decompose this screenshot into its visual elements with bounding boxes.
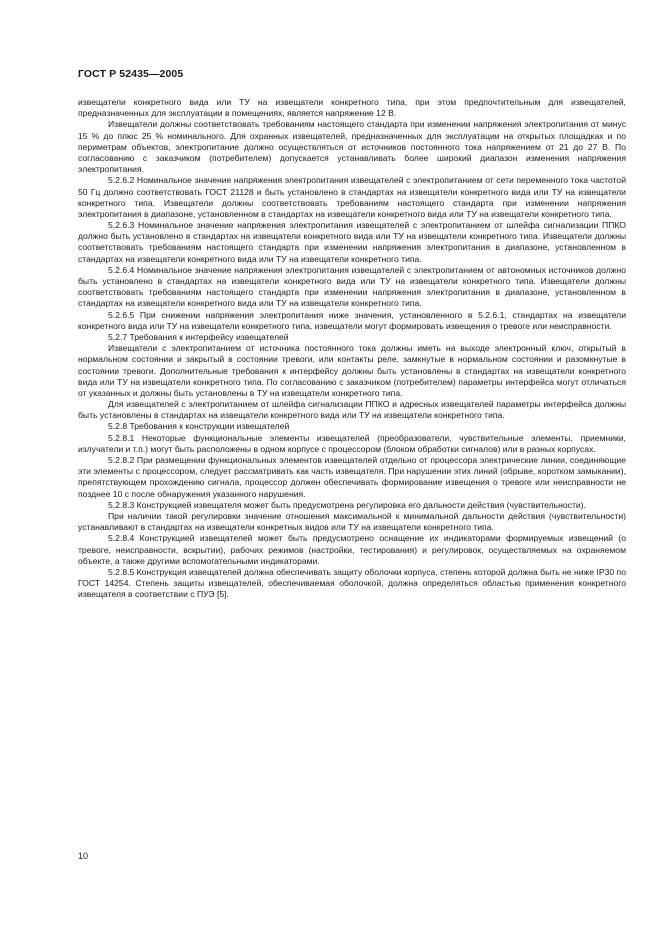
- page-number: 10: [78, 851, 89, 861]
- clause-5-2-8-3: 5.2.8.3 Конструкцией извещателя может быть предусмотрена регулировка его дальности действия (чувствительности).: [108, 499, 586, 510]
- paragraph: Для извещателей с электропитанием от шлейфа сигнализации ППКО и адресных извещателей параметры интерфейса должны быть установлены в стандартах на извещатели конкретного вида или ТУ на извещатели конкретного типа.: [78, 399, 626, 421]
- document-header: ГОСТ Р 52435—2005: [78, 68, 184, 80]
- clause-5-2-8-2: 5.2.8.2 При размещении функциональных элементов извещателей отдельно от процессора электрические линии, соединяющие эти элементы с процессором, следует рассматривать как часть извещателя. При нарушении этих линий (обрыве, коротком замыкании), препятствующем прохождению сигнала, процессор должен обеспечивать формирование извещения о тревоге или неисправности не позднее 10 с после обнаружения указанного нарушения.: [78, 455, 626, 499]
- clause-5-2-6-4: 5.2.6.4 Номинальное значение напряжения электропитания извещателей с электропитанием от автономных источников должно быть установлено в стандартах на извещатели конкретного вида или ТУ на извещатели конкретного типа. Извещатели должны соответствовать требованиям настоящего стандарта при изменении напряжения электропитания в диапазоне, установленном в стандартах на извещатели конкретного вида или ТУ на извещатели конкретного типа.: [78, 264, 626, 309]
- clause-5-2-6-5: 5.2.6.5 При снижении напряжения электропитания ниже значения, установленного в 5.2.6.1, стандартах на извещатели конкретного вида или ТУ на извещатели конкретного типа, извещатели могут формировать извещения о тревоге или неисправности.: [78, 309, 626, 331]
- clause-5-2-8-1: 5.2.8.1 Некоторые функциональные элементы извещателей (преобразователи, чувствительные элементы, приемники, излучатели и т.п.) могут быть расположены в одном корпусе с процессором (блоком обработки сигналов) или в разных корпусах.: [78, 432, 626, 454]
- section-heading-5-2-7: 5.2.7 Требования к интерфейсу извещателей: [108, 331, 289, 342]
- paragraph: При наличии такой регулировки значение отношения максимальной к минимальной дальности действия (чувствительности) устанавливают в стандартах на извещатели конкретных видов или ТУ на извещатели конкретного типа.: [78, 510, 626, 533]
- clause-5-2-6-3: 5.2.6.3 Номинальное значение напряжения электропитания извещателей с электропитанием от шлейфа сигнализации ППКО должно быть установлено в стандартах на извещатели конкретного вида или ТУ на извещатели конкретного типа. Извещатели должны соответствовать требованиям настоящего стандарта при изменении напряжения электропитания в диапазоне, установленном в стандартах на извещатели конкретного вида или ТУ на извещатели конкретного типа.: [78, 220, 626, 264]
- paragraph: Извещатели должны соответствовать требованиям настоящего стандарта при изменении напряжения электропитания от минус 15 % до плюс 25 % номинального. Для охранных извещателей, предназначенных для эксплуатации на открытых площадках и по периметрам объектов, электропитание должно осуществляться от источников постоянного тока напряжением от 21 до 27 В. По согласованию с заказчиком (потребителем) допускается устанавливать более широкий диапазон изменения напряжения электропитания.: [78, 119, 626, 175]
- clause-5-2-6-2: 5.2.6.2 Номинальное значение напряжения электропитания извещателей с электропитанием от сети переменного тока частотой 50 Гц должно соответствовать ГОСТ 21128 и быть установлено в стандартах на извещатели конкретного вида или ТУ на извещатели конкретного типа. Извещатели должны соответствовать требованиям настоящего стандарта при изменении напряжения электропитания в диапазоне, установленном в стандартах на извещатели конкретного вида или ТУ на извещатели конкретного типа.: [78, 175, 626, 219]
- paragraph: извещатели конкретного вида или ТУ на извещатели конкретного типа, при этом предпочтительным для извещателей, предназначенных для эксплуатации в помещениях, является напряжение 12 В.: [78, 97, 626, 119]
- clause-5-2-8-4: 5.2.8.4 Конструкцией извещателей может быть предусмотрено оснащение их индикаторами формируемых извещений (о тревоге, неисправности, вскрытии), рабочих режимов (настройки, тестирования) и регулировок, осуществляемых на охраняемом объекте, а также другими вспомогательными индикаторами.: [78, 533, 626, 566]
- section-heading-5-2-8: 5.2.8 Требования к конструкции извещателей: [108, 421, 290, 432]
- clause-5-2-8-5: 5.2.8.5 Конструкция извещателей должна обеспечивать защиту оболочки корпуса, степень которой должна быть не ниже IP30 по ГОСТ 14254. Степень защиты извещателей, обеспечиваемая оболочкой, должна определяться областью применения конкретного извещателя в соответствии с ПУЭ [5].: [78, 566, 626, 600]
- document-body: [78, 97, 626, 600]
- paragraph: Извещатели с электропитанием от источника постоянного тока должны иметь на выходе электронный ключ, открытый в нормальном состоянии и закрытый в состоянии тревоги, или контакты реле, замкнутые в нормальном состоянии и разомкнутые в состоянии тревоги. Дополнительные требования к интерфейсу должны быть установлены в стандартах на извещатели конкретного вида или ТУ на извещатели конкретного типа. По согласованию с заказчиком (потребителем) параметры интерфейса могут отличаться от указанных и должны быть установлены в ТУ на извещатели конкретного типа.: [78, 343, 626, 398]
